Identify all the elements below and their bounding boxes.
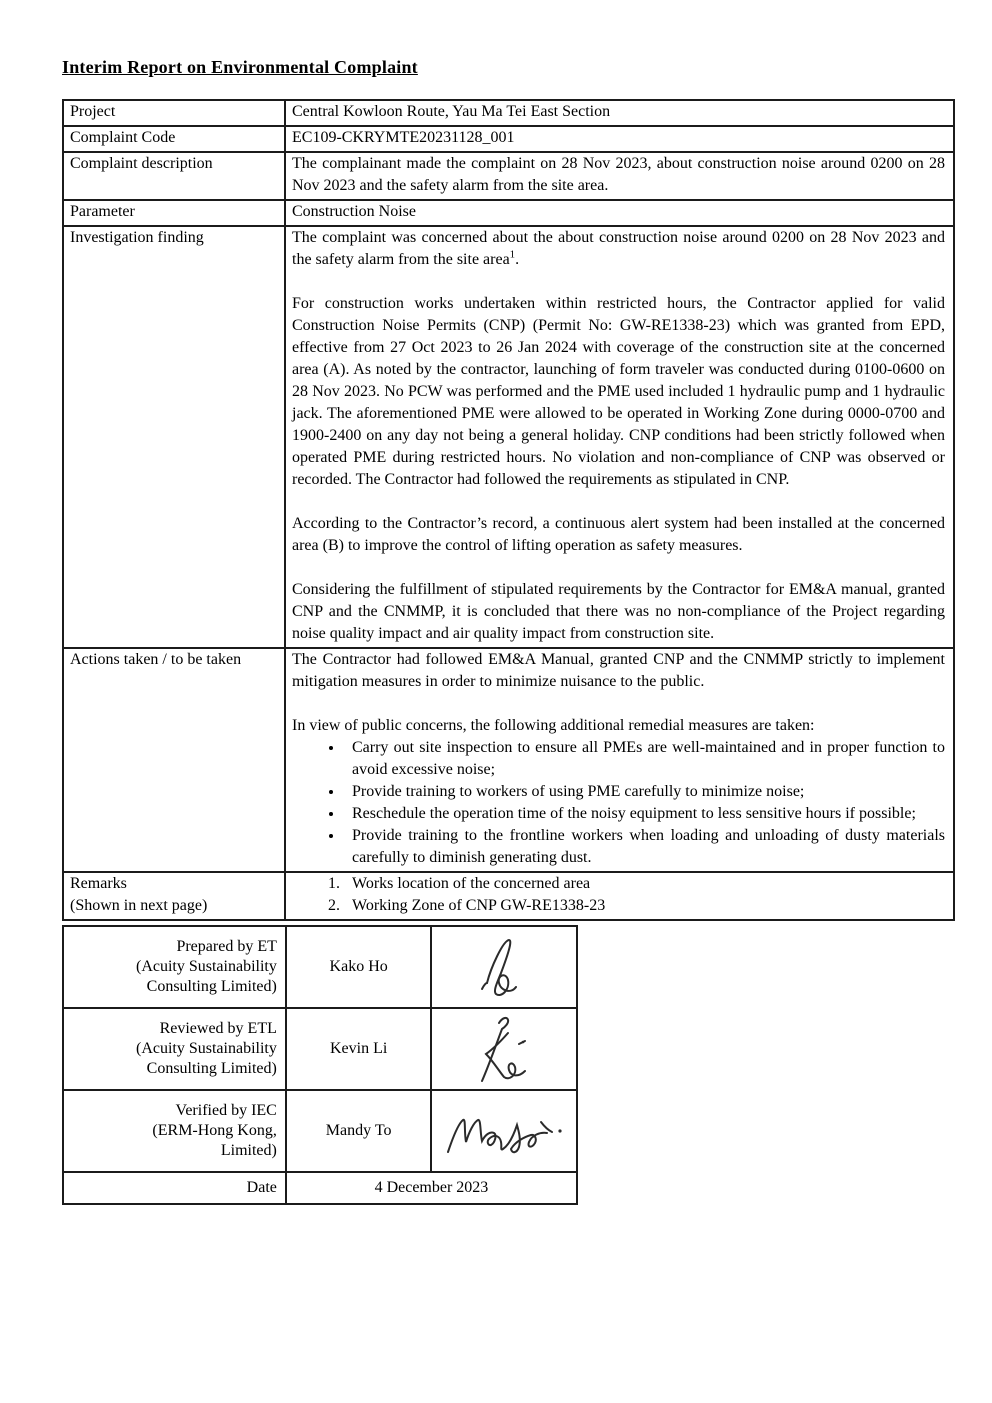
actions-taken-value [285,648,954,872]
investigation-finding-value [285,226,954,648]
table-row-actions-taken [63,648,954,872]
investigation-paragraph-2: For construction works undertaken within restricted hours, the Contractor applied for valid Construction Noise Permits (CNP) (Permit No: GW-RE1338-23) which was granted from EPD, effective from 27 Oct 2023 to 26 Jan 2024 with coverage of the construction site at the concerned area (A). As noted by the contractor, launching of form traveler was conducted during 0100-0600 on 28 Nov 2023. No PCW was performed and the PME used included 1 hydraulic pump and 1 hydraulic jack. The aforementioned PME were allowed to be operated in Working Zone during 0000-0700 and 1900-2400 on any day not being a general holiday. CNP conditions had been strictly followed when operated PME during restricted hours. No violation and non-compliance of CNP was observed or recorded. The Contractor had followed the requirements as stipulated in CNP. [292,295,945,488]
role-line: Limited) [220,1142,277,1159]
investigation-paragraph-1 [292,227,945,271]
list-item: • Provide training to workers of using PME carefully to minimize noise; [344,781,945,803]
complaint-report-table [62,99,955,921]
date-value: 4 December 2023 [286,1172,577,1204]
remarks-list [292,873,945,917]
role-line: (Acuity Sustainability [135,958,277,975]
list-item: • Provide training to the frontline workers when loading and unloading of dusty materials carefully to diminish generating dust. [344,825,945,869]
list-item: 2. Working Zone of CNP GW-RE1338-23 [344,895,945,917]
role-line: Verified by IEC [175,1102,277,1119]
table-row-date [63,1172,577,1204]
paragraph-spacer [292,271,945,293]
project-label: Project [63,100,285,126]
remarks-label [63,872,285,920]
verified-by-name: Mandy To [286,1090,432,1172]
signature-mandy-to-icon [440,1100,568,1162]
reviewed-by-signature [431,1008,577,1090]
remarks-value [285,872,954,920]
investigation-paragraph-1-text: The complaint was concerned about the about construction noise around 0200 on 28 Nov 2023 and the safety alarm from the site area [292,229,945,268]
paragraph-spacer [292,491,945,513]
page-title: Interim Report on Environmental Complaint [62,57,418,77]
table-row-verified-by [63,1090,577,1172]
role-line: Prepared by ET [176,938,277,955]
complaint-code-label: Complaint Code [63,126,285,152]
table-row-reviewed-by [63,1008,577,1090]
prepared-by-signature [431,926,577,1008]
reviewed-by-label [63,1008,286,1090]
list-item: • Carry out site inspection to ensure all PMEs are well-maintained and in proper function to avoid excessive noise; [344,737,945,781]
parameter-value: Construction Noise [285,200,954,226]
parameter-label: Parameter [63,200,285,226]
actions-paragraph-2: In view of public concerns, the following additional remedial measures are taken: [292,717,815,734]
investigation-paragraph-4: Considering the fulfillment of stipulated requirements by the Contractor for EM&A manual, granted CNP and the CNMMP, it is concluded that there was no non-compliance of the Project regarding noise quality impact and air quality impact from construction site. [292,581,945,642]
role-line: Consulting Limited) [146,978,277,995]
role-line: Consulting Limited) [146,1060,277,1077]
table-row-remarks [63,872,954,920]
table-row-parameter [63,200,954,226]
complaint-description-label: Complaint description [63,152,285,200]
role-line: (ERM-Hong Kong, [152,1122,277,1139]
paragraph-spacer [292,557,945,579]
table-row-complaint-description [63,152,954,200]
role-line: Reviewed by ETL [159,1020,277,1037]
table-row-prepared-by [63,926,577,1008]
complaint-code-value: EC109-CKRYMTE20231128_001 [285,126,954,152]
role-line: (Acuity Sustainability [135,1040,277,1057]
list-item: 1. Works location of the concerned area [344,873,945,895]
investigation-paragraph-3: According to the Contractor’s record, a continuous alert system had been installed at the concerned area (B) to improve the control of lifting operation as safety measures. [292,515,945,554]
date-label: Date [63,1172,286,1204]
table-row-complaint-code [63,126,954,152]
signature-kako-ho-icon [449,931,559,1003]
verified-by-signature [431,1090,577,1172]
table-row-project [63,100,954,126]
project-value: Central Kowloon Route, Yau Ma Tei East Section [285,100,954,126]
table-row-investigation-finding [63,226,954,648]
signature-table [62,925,578,1205]
complaint-description-value: The complainant made the complaint on 28 Nov 2023, about construction noise around 0200 on 28 Nov 2023 and the safety alarm from the site area. [285,152,954,200]
remedial-measures-list [292,737,945,869]
investigation-finding-label: Investigation finding [63,226,285,648]
prepared-by-label [63,926,286,1008]
remarks-label-line1: Remarks [70,875,127,892]
footnote-marker: 1 [509,248,516,261]
reviewed-by-name: Kevin Li [286,1008,432,1090]
remarks-label-line2: (Shown in next page) [70,897,208,914]
actions-taken-label: Actions taken / to be taken [63,648,285,872]
signature-kevin-li-icon [449,1011,559,1087]
actions-paragraph-1: The Contractor had followed EM&A Manual, granted CNP and the CNMMP strictly to implement mitigation measures in order to minimize nuisance to the public. [292,651,945,690]
investigation-paragraph-1-period: . [515,251,520,268]
list-item: • Reschedule the operation time of the noisy equipment to less sensitive hours if possible; [344,803,945,825]
paragraph-spacer [292,693,945,715]
prepared-by-name: Kako Ho [286,926,432,1008]
verified-by-label [63,1090,286,1172]
